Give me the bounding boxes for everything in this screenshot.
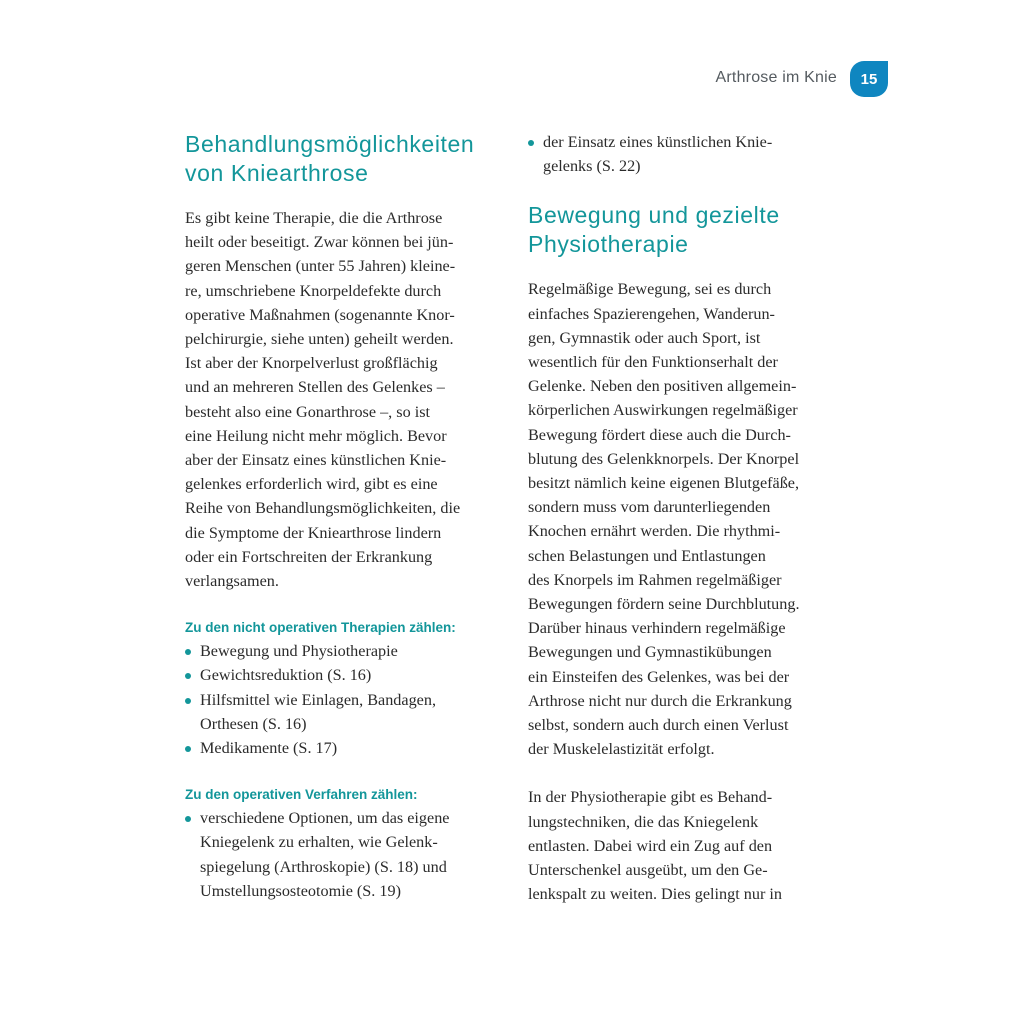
text-line: körperlichen Auswirkungen regelmäßiger bbox=[528, 401, 798, 420]
text-line: schen Belastungen und Entlastungen bbox=[528, 546, 766, 565]
text-line: gelenkes erforderlich wird, gibt es eine bbox=[185, 475, 438, 494]
movement-paragraph bbox=[528, 277, 846, 761]
operative-list bbox=[185, 806, 503, 903]
text-line: selbst, sondern auch durch einen Verlust bbox=[528, 716, 789, 735]
text-line: Darüber hinaus verhindern regelmäßige bbox=[528, 619, 786, 638]
list-item-line: Kniegelenk zu erhalten, wie Gelenk- bbox=[200, 833, 438, 852]
text-line: Bewegungen und Gymnastikübungen bbox=[528, 643, 772, 662]
list-item bbox=[185, 688, 503, 736]
list-item-line: verschiedene Optionen, um das eigene bbox=[200, 809, 450, 828]
text-line: sondern muss vom darunterliegenden bbox=[528, 498, 771, 517]
section-heading-movement-physio bbox=[528, 201, 846, 259]
text-line: entlasten. Dabei wird ein Zug auf den bbox=[528, 836, 773, 855]
text-line: gen, Gymnastik oder auch Sport, ist bbox=[528, 328, 761, 347]
text-line: operative Maßnahmen (sogenannte Knor- bbox=[185, 305, 455, 324]
text-line: oder ein Fortschreiten der Erkrankung bbox=[185, 547, 433, 566]
text-line: besteht also eine Gonarthrose –, so ist bbox=[185, 402, 431, 421]
list-item-line: Bewegung und Physiotherapie bbox=[200, 642, 398, 661]
running-header-title: Arthrose im Knie bbox=[715, 69, 837, 86]
text-line: re, umschriebene Knorpeldefekte durch bbox=[185, 281, 442, 300]
text-line: Ist aber der Knorpelverlust großflächig bbox=[185, 354, 438, 373]
text-line: Unterschenkel ausgeübt, um den Ge- bbox=[528, 861, 768, 880]
text-line: Es gibt keine Therapie, die die Arthrose bbox=[185, 209, 443, 227]
text-line: lungstechniken, die das Kniegelenk bbox=[528, 812, 759, 831]
text-line: und an mehreren Stellen des Gelenkes – bbox=[185, 378, 445, 397]
text-line: des Knorpels im Rahmen regelmäßiger bbox=[528, 570, 782, 589]
text-line: heilt oder beseitigt. Zwar können bei jün- bbox=[185, 233, 454, 252]
text-line: besitzt nämlich keine eigenen Blutgefäße, bbox=[528, 474, 800, 493]
section-heading-treatment-options bbox=[185, 130, 503, 188]
text-line: lenkspalt zu weiten. Dies gelingt nur in bbox=[528, 885, 782, 904]
list-item-line: Orthesen (S. 16) bbox=[200, 714, 307, 733]
text-line: verlangsamen. bbox=[185, 572, 279, 591]
list-item-line: spiegelung (Arthroskopie) (S. 18) und bbox=[200, 857, 447, 876]
list-item-line: Medikamente (S. 17) bbox=[200, 739, 338, 758]
list-item-line: Hilfsmittel wie Einlagen, Bandagen, bbox=[200, 690, 437, 709]
text-line: Behandlungsmöglichkeiten bbox=[185, 131, 475, 157]
text-line: Gelenke. Neben den positiven allgemein- bbox=[528, 377, 797, 396]
text-line: Arthrose nicht nur durch die Erkrankung bbox=[528, 691, 792, 710]
list-item bbox=[185, 736, 503, 760]
text-line: Bewegung und gezielte bbox=[528, 202, 780, 229]
operative-subheading: Zu den operativen Verfahren zählen: bbox=[185, 787, 418, 803]
page-number-badge: 15 bbox=[850, 61, 888, 97]
list-item bbox=[185, 806, 503, 903]
text-line: der Muskelelastizität erfolgt. bbox=[528, 740, 715, 759]
text-line: geren Menschen (unter 55 Jahren) kleine- bbox=[185, 257, 456, 276]
list-item bbox=[185, 663, 503, 687]
list-item-line: der Einsatz eines künstlichen Knie- bbox=[543, 133, 773, 151]
list-item-line: Gewichtsreduktion (S. 16) bbox=[200, 666, 372, 685]
text-line: von Kniearthrose bbox=[185, 160, 369, 186]
text-line: Reihe von Behandlungsmöglichkeiten, die bbox=[185, 499, 461, 518]
text-line: eine Heilung nicht mehr möglich. Bevor bbox=[185, 426, 447, 445]
list-item bbox=[185, 639, 503, 663]
right-column bbox=[528, 130, 846, 906]
text-line: Knochen ernährt werden. Die rhythmi- bbox=[528, 522, 781, 541]
physio-paragraph bbox=[528, 785, 846, 906]
left-column bbox=[185, 130, 503, 903]
list-item-line: gelenks (S. 22) bbox=[543, 157, 641, 176]
text-line: aber der Einsatz eines künstlichen Knie- bbox=[185, 451, 447, 470]
list-item-line: Umstellungsosteotomie (S. 19) bbox=[200, 881, 401, 900]
text-line: ein Einsteifen des Gelenkes, was bei der bbox=[528, 667, 790, 686]
text-line: wesentlich für den Funktionserhalt der bbox=[528, 353, 778, 372]
non-operative-list bbox=[185, 639, 503, 760]
text-line: Bewegungen fördern seine Durchblutung. bbox=[528, 595, 800, 614]
text-line: Bewegung fördert diese auch die Durch- bbox=[528, 425, 791, 444]
text-line: In der Physiotherapie gibt es Behand- bbox=[528, 788, 773, 807]
operative-list-continued bbox=[528, 130, 846, 178]
text-line: pelchirurgie, siehe unten) geheilt werden. bbox=[185, 330, 454, 349]
text-line: blutung des Gelenkknorpels. Der Knorpel bbox=[528, 449, 800, 468]
text-line: die Symptome der Kniearthrose lindern bbox=[185, 523, 442, 542]
text-line: Physiotherapie bbox=[528, 231, 689, 258]
text-line: Regelmäßige Bewegung, sei es durch bbox=[528, 280, 772, 299]
non-operative-subheading: Zu den nicht operativen Therapien zählen: bbox=[185, 620, 456, 636]
intro-paragraph bbox=[185, 206, 503, 593]
text-line: einfaches Spazierengehen, Wanderun- bbox=[528, 304, 775, 323]
list-item bbox=[528, 130, 846, 178]
